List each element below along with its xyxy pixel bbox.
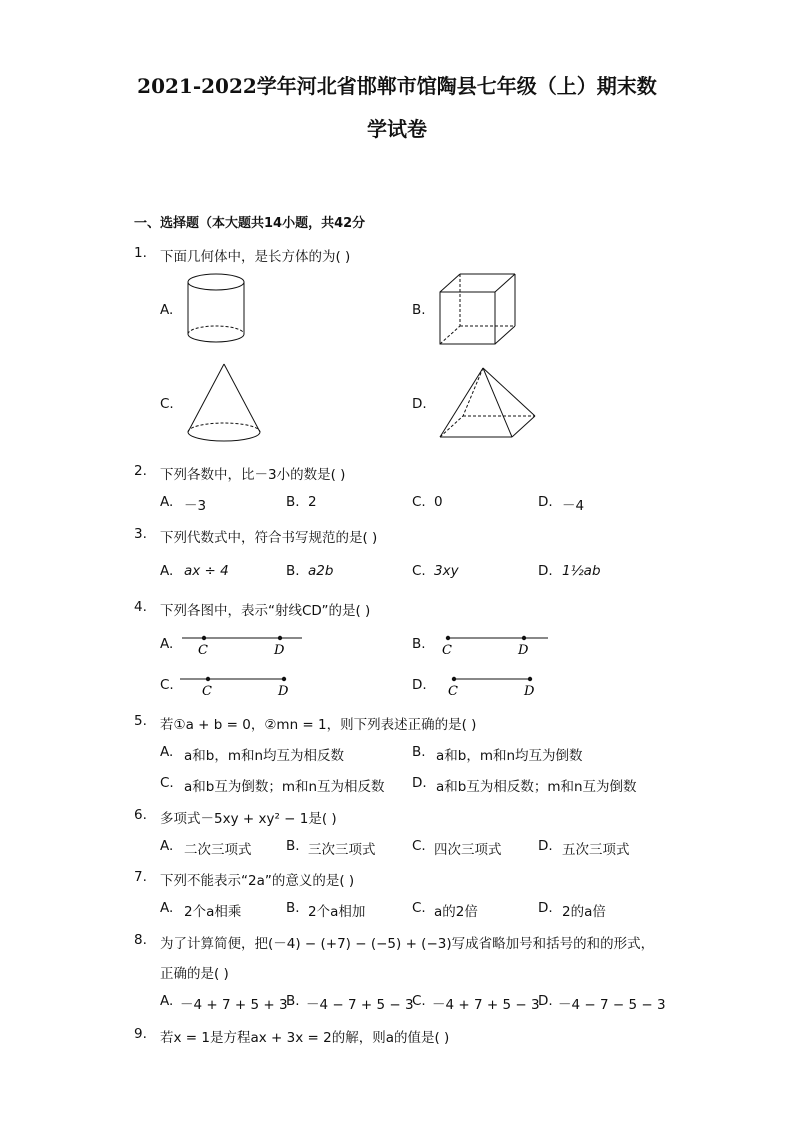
section-heading: 一、选择题（本大题共14小题，共42分 (134, 216, 366, 231)
question-stem: 下列代数式中，符合书写规范的是( ) (160, 530, 378, 546)
question-number: 1. (134, 245, 147, 261)
ray-figure-b (440, 630, 552, 658)
option-text: a和b互为相反数；m和n互为倒数 (436, 779, 637, 795)
option-text: －3 (184, 498, 207, 514)
option-text: 3xy (434, 563, 459, 579)
question-number: 6. (134, 807, 147, 823)
option-letter: D. (538, 900, 553, 916)
option-letter: C. (412, 838, 426, 854)
option-text: a和b，m和n均互为相反数 (184, 748, 345, 764)
option-letter: C. (412, 563, 426, 579)
cylinder-figure (186, 272, 246, 347)
option-letter: C. (412, 494, 426, 510)
cube-figure (438, 272, 518, 347)
question-stem: 若①a + b = 0，②mn = 1，则下列表述正确的是( ) (160, 717, 477, 733)
option-text: 0 (434, 494, 443, 510)
option-letter: D. (412, 775, 427, 791)
option-text: －4 + 7 + 5 + 3 (180, 997, 288, 1013)
question-number: 7. (134, 869, 147, 885)
option-letter: C. (412, 900, 426, 916)
option-text: a2b (308, 563, 334, 579)
option-letter: D. (412, 677, 427, 693)
point-label-c: C (442, 643, 452, 658)
segment-figure-d (446, 671, 538, 699)
option-text: －4 (562, 498, 585, 514)
option-letter: B. (412, 302, 426, 318)
question-number: 2. (134, 463, 147, 479)
option-letter: C. (160, 396, 174, 412)
question-stem: 若x = 1是方程ax + 3x = 2的解，则a的值是( ) (160, 1030, 450, 1046)
option-letter: D. (538, 993, 553, 1009)
option-letter: A. (160, 993, 174, 1009)
question-stem: 下列各数中，比－3小的数是( ) (160, 467, 346, 483)
question-stem: 下列各图中，表示“射线CD”的是( ) (160, 603, 371, 619)
option-text: 三次三项式 (308, 842, 376, 858)
option-letter: A. (160, 838, 174, 854)
option-text: －4 − 7 + 5 − 3 (306, 997, 414, 1013)
option-text: 2 (308, 494, 317, 510)
option-letter: C. (160, 677, 174, 693)
question-number: 3. (134, 526, 147, 542)
option-text: 2个a相乘 (184, 904, 242, 920)
question-number: 5. (134, 713, 147, 729)
option-letter: C. (160, 775, 174, 791)
option-letter: B. (286, 494, 300, 510)
pyramid-figure (438, 366, 538, 442)
option-letter: D. (538, 494, 553, 510)
option-text: ax ÷ 4 (184, 563, 229, 579)
question-stem: 为了计算简便，把(－4) − (+7) − (−5) + (−3)写成省略加号和括号的和的形式， (160, 936, 655, 952)
point-label-c: C (448, 684, 458, 699)
point-label-c: C (198, 643, 208, 658)
question-number: 8. (134, 932, 147, 948)
question-stem: 下面几何体中，是长方体的为( ) (160, 249, 351, 265)
option-letter: A. (160, 636, 174, 652)
option-letter: A. (160, 302, 174, 318)
option-letter: A. (160, 563, 174, 579)
option-letter: D. (538, 838, 553, 854)
option-text: －4 − 7 − 5 − 3 (558, 997, 666, 1013)
point-label-d: D (274, 643, 285, 658)
point-label-c: C (202, 684, 212, 699)
option-letter: C. (412, 993, 426, 1009)
option-letter: B. (286, 900, 300, 916)
point-label-d: D (518, 643, 529, 658)
option-text: 2个a相加 (308, 904, 366, 920)
option-letter: B. (286, 838, 300, 854)
cone-figure (186, 362, 262, 444)
question-number: 4. (134, 599, 147, 615)
option-text: 二次三项式 (184, 842, 252, 858)
option-text: 五次三项式 (562, 842, 630, 858)
point-label-d: D (524, 684, 535, 699)
ray-figure-a (182, 630, 307, 658)
option-text: a和b，m和n均互为倒数 (436, 748, 583, 764)
option-letter: A. (160, 900, 174, 916)
option-text: －4 + 7 + 5 − 3 (432, 997, 540, 1013)
option-letter: A. (160, 494, 174, 510)
option-text: 2的a倍 (562, 904, 606, 920)
ray-figure-c (180, 671, 292, 699)
page-title: 2021-2022学年河北省邯郸市馆陶县七年级（上）期末数 (137, 74, 657, 98)
question-number: 9. (134, 1026, 147, 1042)
option-text: a和b互为倒数；m和n互为相反数 (184, 779, 385, 795)
option-letter: B. (412, 744, 426, 760)
option-text: 四次三项式 (434, 842, 502, 858)
option-letter: A. (160, 744, 174, 760)
option-letter: B. (286, 993, 300, 1009)
question-stem: 多项式－5xy + xy² − 1是( ) (160, 811, 337, 827)
option-letter: B. (286, 563, 300, 579)
option-text: a的2倍 (434, 904, 478, 920)
question-stem-continued: 正确的是( ) (160, 966, 229, 982)
question-stem: 下列不能表示“2a”的意义的是( ) (160, 873, 355, 889)
option-letter: B. (412, 636, 426, 652)
point-label-d: D (278, 684, 289, 699)
option-letter: D. (412, 396, 427, 412)
option-letter: D. (538, 563, 553, 579)
option-text: 1½ab (562, 563, 601, 579)
page-title-continued: 学试卷 (367, 117, 427, 141)
